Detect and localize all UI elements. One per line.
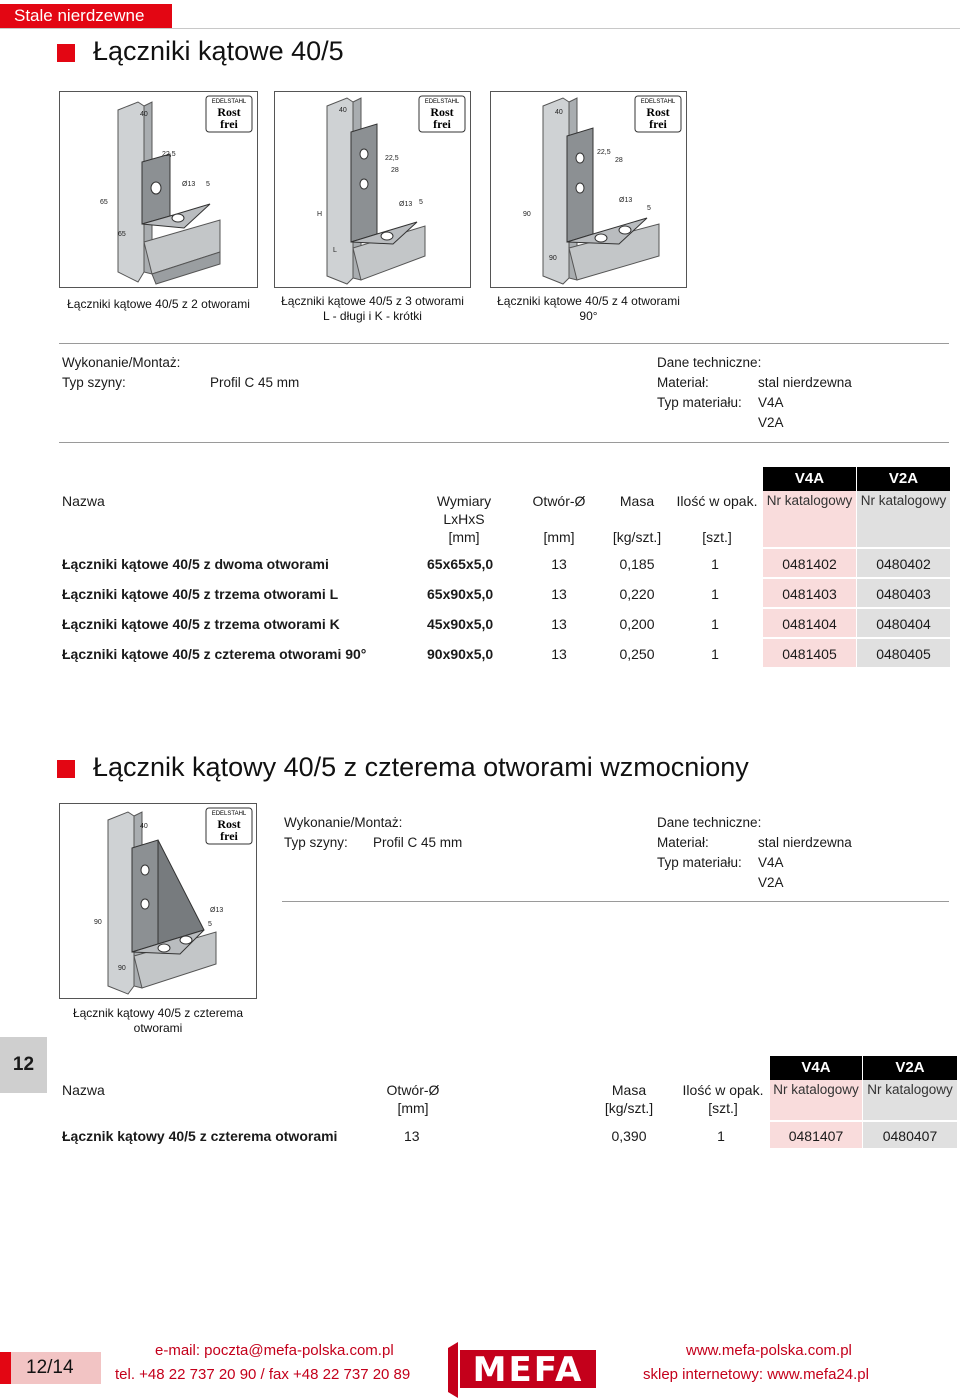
dim-label: Ø13 (210, 907, 224, 914)
row-mass: 0,390 (611, 1128, 647, 1144)
footer-shop-link[interactable]: sklep internetowy: www.mefa24.pl (643, 1366, 869, 1383)
info-divider-bottom (59, 442, 949, 443)
brand-logo-line3: frei (220, 829, 238, 843)
row-dims: 65x90x5,0 (427, 586, 494, 602)
col-header-qty-unit: [szt.] (702, 529, 732, 545)
col-header-hole-unit: [mm] (543, 529, 575, 545)
col-header-hole: Otwór-Ø (386, 1082, 440, 1098)
product-photo-reinforced (59, 803, 257, 999)
dim-label: 40 (555, 109, 563, 116)
photo4-caption-line1: Łącznik kątowy 40/5 z czterema (72, 1006, 244, 1020)
row-qty: 1 (711, 616, 719, 632)
product-photo-2-holes (59, 91, 258, 288)
col-header-mass: Masa (619, 493, 655, 509)
brand-logo-line2: Rost (646, 105, 670, 119)
brand-logo-line3: frei (220, 117, 238, 131)
montage-heading: Wykonanie/Montaż: (62, 355, 181, 370)
col-header-dims: Wymiary (436, 493, 492, 509)
col-header-dims-format: LxHxS (443, 511, 485, 527)
dim-label: 5 (206, 181, 210, 188)
col-header-mass-unit: [kg/szt.] (612, 529, 662, 545)
row-dims: 45x90x5,0 (427, 616, 494, 632)
dim-label: 28 (391, 167, 399, 174)
row-dims: 90x90x5,0 (427, 646, 494, 662)
col-header-cat-v2a: Nr katalogowy (867, 1082, 953, 1097)
brand-logo-line1: EDELSTAHL (424, 99, 460, 105)
dim-label: 40 (140, 111, 148, 118)
dim-label: 65 (118, 231, 126, 238)
dim-label: 5 (647, 205, 651, 212)
dim-label: 22,5 (162, 151, 176, 158)
row-qty: 1 (711, 646, 719, 662)
photo4-caption-line2: otworami (133, 1021, 183, 1035)
side-chapter-number: 12 (0, 1037, 47, 1093)
col-header-qty-unit: [szt.] (708, 1100, 738, 1116)
row-cat-v2a: 0480402 (876, 556, 931, 572)
row-name: Łączniki kątowe 40/5 z dwoma otworami (62, 556, 329, 572)
brand-logo-line2: Rost (430, 105, 454, 119)
row-cat-v4a: 0481407 (788, 1128, 844, 1144)
material-value: stal nierdzewna (758, 375, 852, 390)
row-hole: 13 (404, 1128, 420, 1144)
dim-label: 90 (549, 255, 557, 262)
brand-logo-line1: EDELSTAHL (640, 99, 676, 105)
material-label: Materiał: (657, 835, 709, 850)
section2-title: Łącznik kątowy 40/5 z czterema otworami wzmocniony (93, 752, 749, 782)
row-cat-v4a: 0481404 (782, 616, 837, 632)
footer-phone: tel. +48 22 737 20 90 / fax +48 22 737 20 89 (115, 1366, 411, 1383)
col-header-hole-unit: [mm] (397, 1100, 429, 1116)
col-header-mass-unit: [kg/szt.] (604, 1100, 654, 1116)
product-photo-2-holes-drawing (60, 92, 258, 288)
row-name: Łączniki kątowe 40/5 z trzema otworami K (62, 616, 340, 632)
mefa-logo (448, 1342, 598, 1398)
row-name: Łączniki kątowe 40/5 z czterema otworami 90° (62, 646, 367, 662)
row-cat-v2a: 0480403 (876, 586, 931, 602)
mattype-v2a: V2A (758, 875, 784, 890)
row-hole: 13 (551, 586, 567, 602)
row-qty: 1 (717, 1128, 725, 1144)
row-dims: 65x65x5,0 (427, 556, 494, 572)
brand-logo-line2: Rost (217, 105, 241, 119)
tech-heading: Dane techniczne: (657, 355, 762, 370)
dim-label: 28 (615, 157, 623, 164)
dim-label: Ø13 (619, 197, 633, 204)
info-divider-top (59, 343, 949, 344)
product-photo-4-holes (490, 91, 687, 288)
product-photo-3-holes-drawing (275, 92, 471, 288)
row-cat-v4a: 0481402 (782, 556, 837, 572)
rail-value: Profil C 45 mm (210, 375, 300, 390)
tech-heading: Dane techniczne: (657, 815, 762, 830)
page-number: 12/14 (0, 1352, 101, 1384)
photo3-caption-line1: Łączniki kątowe 40/5 z 4 otworami (497, 294, 680, 308)
dim-label: 22,5 (597, 149, 611, 156)
row-cat-v4a: 0481405 (782, 646, 837, 662)
photo3-caption-line2: 90° (579, 309, 598, 323)
dim-label: 40 (339, 107, 347, 114)
heading-square-icon (57, 44, 75, 62)
row-cat-v2a: 0480407 (882, 1128, 938, 1144)
material-label: Materiał: (657, 375, 709, 390)
dim-label: 90 (118, 965, 126, 972)
row-cat-v2a: 0480405 (876, 646, 931, 662)
dim-label: 5 (208, 921, 212, 928)
footer-www-link[interactable]: www.mefa-polska.com.pl (686, 1342, 852, 1359)
brand-logo-line1: EDELSTAHL (211, 811, 247, 817)
dim-label: H (317, 211, 323, 218)
row-mass: 0,250 (619, 646, 655, 662)
product-photo-reinforced-drawing (60, 804, 257, 999)
mattype-label: Typ materiału: (657, 395, 742, 410)
mefa-logo-text: MEFA (472, 1350, 584, 1390)
photo2-caption-line2: L - długi i K - krótki (323, 309, 422, 323)
col-header-qty: Ilość w opak. (682, 1082, 764, 1098)
row-hole: 13 (551, 646, 567, 662)
dim-label: 5 (419, 199, 423, 206)
info-divider (282, 901, 949, 902)
dim-label: 40 (140, 823, 148, 830)
product-photo-3-holes (274, 91, 471, 288)
col-header-cat-v4a: Nr katalogowy (766, 493, 853, 508)
dim-label: Ø13 (182, 181, 196, 188)
col-header-cat-v2a: Nr katalogowy (860, 493, 947, 508)
row-cat-v4a: 0481403 (782, 586, 837, 602)
brand-logo-line2: Rost (217, 817, 241, 831)
row-mass: 0,200 (619, 616, 655, 632)
col-header-hole: Otwór-Ø (532, 493, 586, 509)
rail-label: Typ szyny: (284, 835, 348, 850)
top-divider (0, 28, 960, 29)
dim-label: 22,5 (385, 155, 399, 162)
col-header-cat-v4a: Nr katalogowy (773, 1082, 859, 1097)
mefa-logo-drawing (448, 1342, 598, 1398)
group-header-v2a: V2A (863, 1056, 957, 1080)
footer-email-link[interactable]: e-mail: poczta@mefa-polska.com.pl (155, 1342, 394, 1359)
row-mass: 0,185 (619, 556, 655, 572)
col-header-mass: Masa (611, 1082, 647, 1098)
row-name: Łączniki kątowe 40/5 z trzema otworami L (62, 586, 339, 602)
dim-label: 90 (523, 211, 531, 218)
row-cat-v2a: 0480404 (876, 616, 931, 632)
dim-label: 65 (100, 199, 108, 206)
section1-title: Łączniki kątowe 40/5 (93, 36, 344, 66)
brand-logo-line1: EDELSTAHL (211, 99, 247, 105)
row-qty: 1 (711, 586, 719, 602)
rail-label: Typ szyny: (62, 375, 126, 390)
dim-label: 90 (94, 919, 102, 926)
mattype-v4a: V4A (758, 395, 784, 410)
category-tag: Stale nierdzewne (0, 4, 172, 28)
brand-logo-line3: frei (649, 117, 667, 131)
col-header-name: Nazwa (62, 493, 105, 509)
dim-label: L (333, 247, 337, 254)
heading-square-icon (57, 760, 75, 778)
rail-value: Profil C 45 mm (373, 835, 463, 850)
group-header-v4a: V4A (763, 467, 856, 491)
row-mass: 0,220 (619, 586, 655, 602)
row-name: Łącznik kątowy 40/5 z czterema otworami (62, 1128, 338, 1144)
brand-logo-line3: frei (433, 117, 451, 131)
col-header-name: Nazwa (62, 1082, 105, 1098)
photo1-caption-line1: Łączniki kątowe 40/5 z 2 otworami (67, 297, 250, 311)
material-value: stal nierdzewna (758, 835, 852, 850)
mattype-label: Typ materiału: (657, 855, 742, 870)
mattype-v2a: V2A (758, 415, 784, 430)
col-header-qty: Ilość w opak. (676, 493, 758, 509)
montage-heading: Wykonanie/Montaż: (284, 815, 403, 830)
group-header-v2a: V2A (857, 467, 950, 491)
product-photo-4-holes-drawing (491, 92, 687, 288)
row-qty: 1 (711, 556, 719, 572)
col-header-dims-unit: [mm] (448, 529, 480, 545)
row-hole: 13 (551, 556, 567, 572)
mattype-v4a: V4A (758, 855, 784, 870)
dim-label: Ø13 (399, 201, 413, 208)
photo2-caption-line1: Łączniki kątowe 40/5 z 3 otworami (281, 294, 464, 308)
row-hole: 13 (551, 616, 567, 632)
group-header-v4a: V4A (770, 1056, 862, 1080)
